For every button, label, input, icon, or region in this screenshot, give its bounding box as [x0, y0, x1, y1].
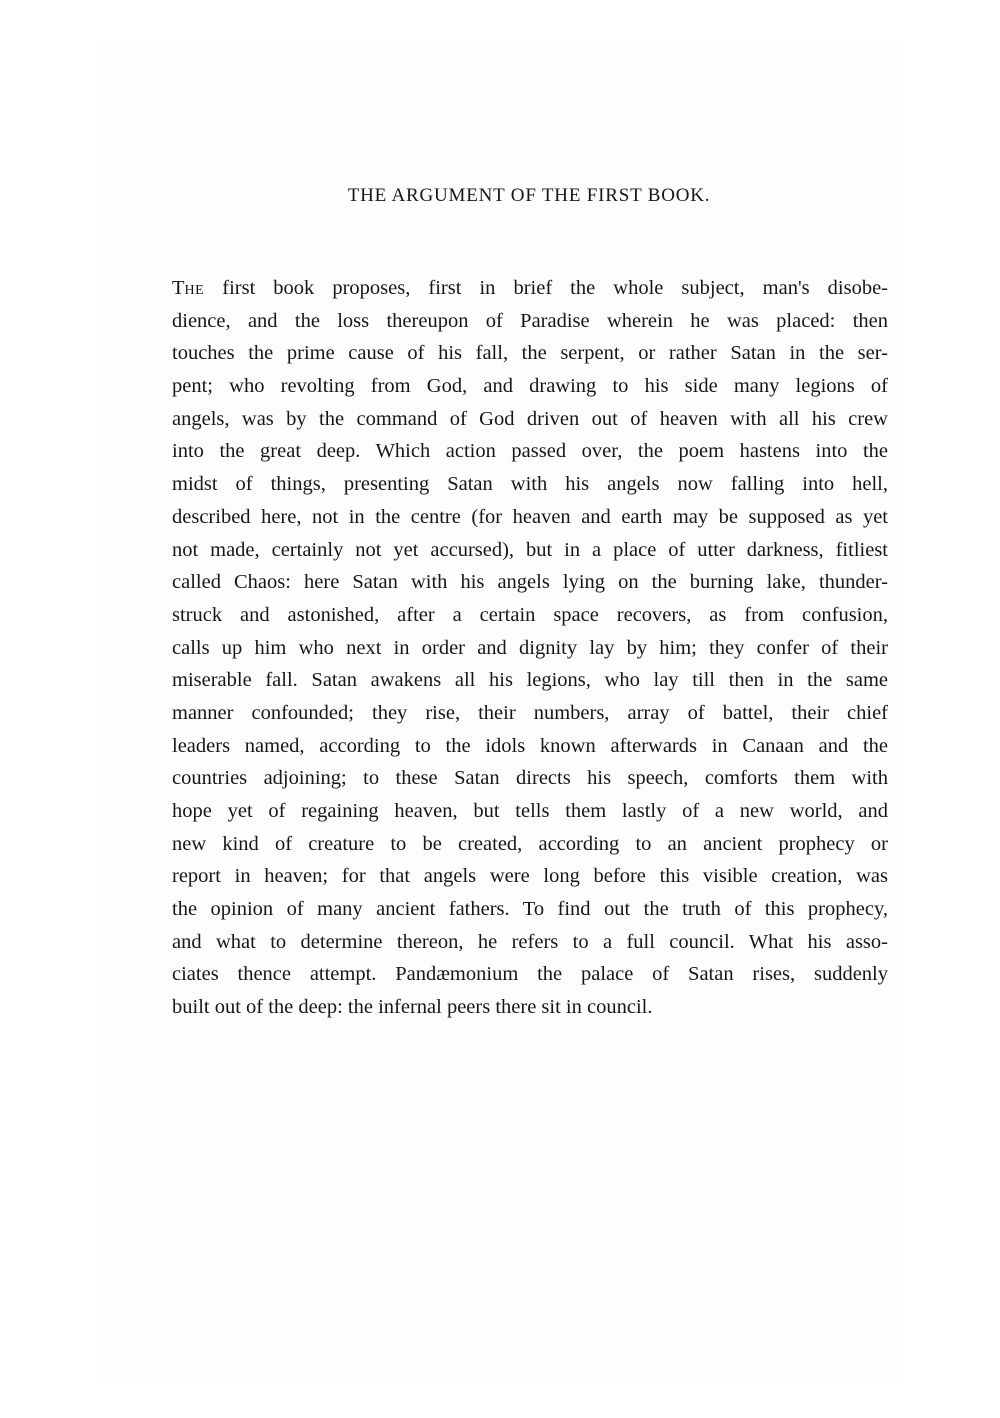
paragraph-line: touches the prime cause of his fall, the serpent, or rather Satan in the ser- — [172, 342, 888, 365]
paragraph-line: ciates thence attempt. Pandæmonium the palace of Satan rises, suddenly — [172, 963, 888, 986]
paragraph-line: new kind of creature to be created, according to an ancient prophecy or — [172, 832, 888, 855]
paragraph-line: midst of things, presenting Satan with his angels now falling into hell, — [172, 473, 888, 496]
paragraph-line: built out of the deep: the infernal peers there sit in council. — [172, 996, 653, 1019]
paragraph-line — [172, 272, 888, 305]
paragraph-line: into the great deep. Which action passed over, the poem hastens into the — [172, 440, 888, 463]
line-text: first book proposes, first in brief the whole subject, man's disobe- — [204, 277, 888, 299]
paragraph-line: leaders named, according to the idols known afterwards in Canaan and the — [172, 734, 888, 757]
paragraph-line: hope yet of regaining heaven, but tells them lastly of a new world, and — [172, 800, 888, 822]
paragraph-line: described here, not in the centre (for heaven and earth may be supposed as yet — [172, 505, 888, 528]
paragraph-line: the opinion of many ancient fathers. To find out the truth of this prophecy, — [172, 898, 888, 921]
paragraph-line: countries adjoining; to these Satan directs his speech, comforts them with — [172, 767, 888, 790]
paragraph-line: and what to determine thereon, he refers to a full council. What his asso- — [172, 930, 888, 953]
paragraph-line: manner confounded; they rise, their numbers, array of battel, their chief — [172, 701, 888, 724]
initial-letter: T — [172, 277, 185, 299]
paragraph-line: angels, was by the command of God driven out of heaven with all his crew — [172, 407, 888, 430]
paragraph-line: struck and astonished, after a certain space recovers, as from confusion, — [172, 603, 888, 626]
paragraph-line: report in heaven; for that angels were long before this visible creation, was — [172, 865, 888, 888]
chapter-heading: THE ARGUMENT OF THE FIRST BOOK. — [347, 185, 711, 206]
paragraph-line: miserable fall. Satan awakens all his legions, who lay till then in the same — [172, 669, 888, 692]
paragraph-line: not made, certainly not yet accursed), but in a place of utter darkness, fitliest — [172, 538, 888, 561]
paragraph-line: dience, and the loss thereupon of Paradise wherein he was placed: then — [172, 309, 888, 332]
paragraph-line: calls up him who next in order and dignity lay by him; they confer of their — [172, 636, 888, 659]
argument-paragraph — [172, 272, 888, 1024]
paragraph-line: pent; who revolting from God, and drawing to his side many legions of — [172, 375, 888, 398]
paragraph-line: called Chaos: here Satan with his angels lying on the burning lake, thunder- — [172, 571, 888, 594]
small-caps-text: HE — [184, 283, 205, 298]
